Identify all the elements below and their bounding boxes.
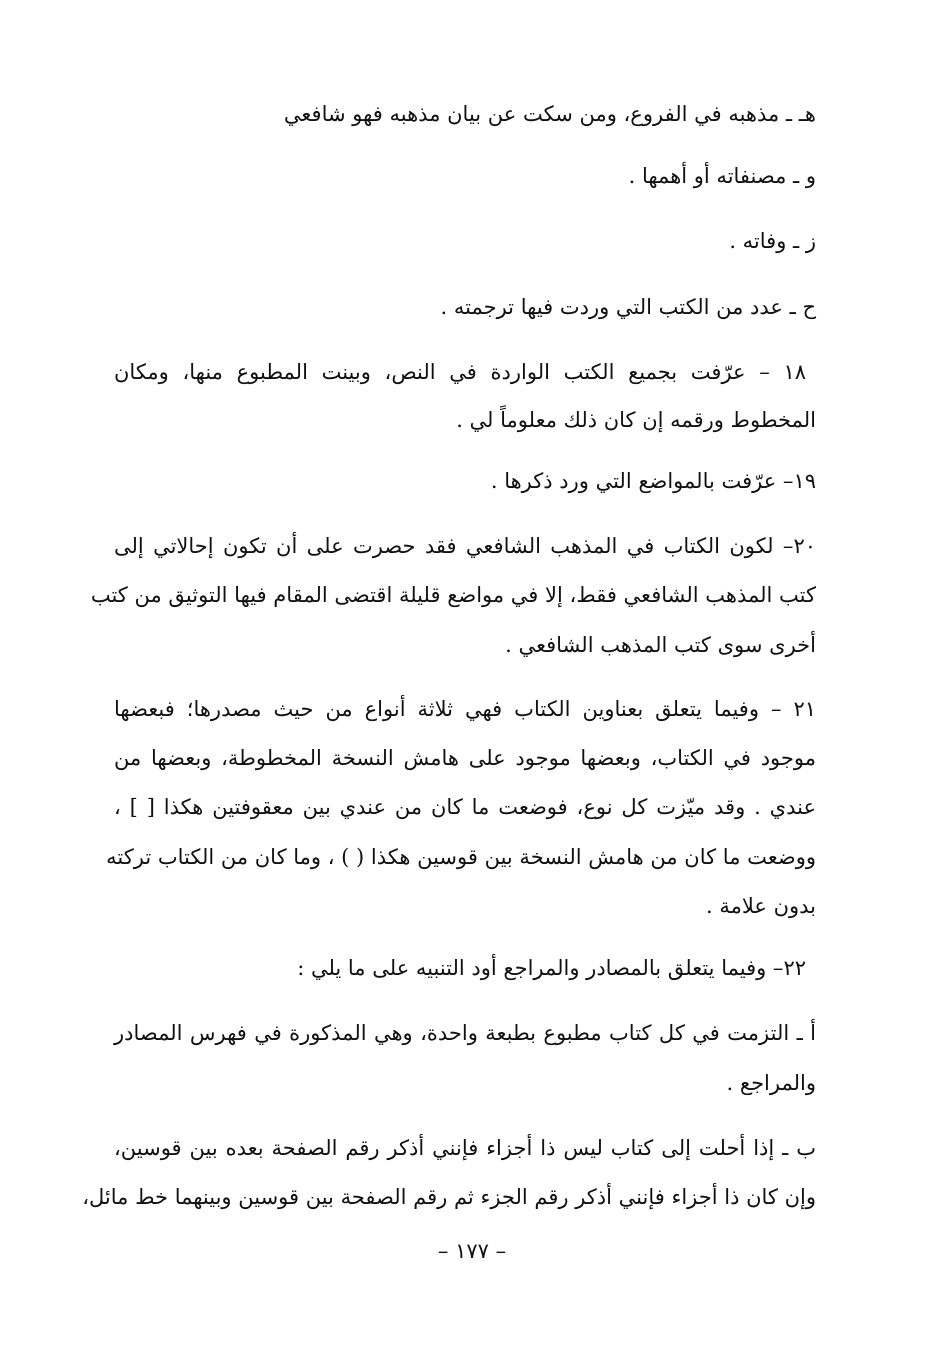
text-line: ١٩– عرّفت بالمواضع التي ورد ذكرها . <box>490 469 816 493</box>
text-line: المخطوط ورقمه إن كان ذلك معلوماً لي . <box>456 408 816 432</box>
text-line: ز ـ وفاته . <box>729 229 816 253</box>
text-line: والمراجع . <box>726 1071 816 1095</box>
text-line: ح ـ عدد من الكتب التي وردت فيها ترجمته . <box>440 295 816 319</box>
text-line: ووضعت ما كان من هامش النسخة بين قوسين هكذا ( ) ، وما كان من الكتاب تركته <box>106 845 816 869</box>
text-line: موجود في الكتاب، وبعضها موجود على هامش النسخة المخطوطة، وبعضها من <box>114 746 816 770</box>
text-line: ٢١ – وفيما يتعلق بعناوين الكتاب فهي ثلاثة أنواع من حيث مصدرها؛ فبعضها <box>114 697 816 721</box>
text-line: أخرى سوى كتب المذهب الشافعي . <box>505 633 816 657</box>
text-line: وإن كان ذا أجزاء فإنني أذكر رقم الجزء ثم رقم الصفحة بين قوسين وبينهما خط مائل، <box>82 1185 816 1209</box>
text-line: عندي . وقد ميّزت كل نوع، فوضعت ما كان من عندي بين معقوفتين هكذا [ ] ، <box>114 795 816 819</box>
text-line: هـ ـ مذهبه في الفروع، ومن سكت عن بيان مذهبه فهو شافعي <box>283 102 816 126</box>
text-line: ٢٢– وفيما يتعلق بالمصادر والمراجع أود التنبيه على ما يلي : <box>297 956 806 980</box>
page-number: – ١٧٧ – <box>437 1239 507 1263</box>
text-line: ٢٠– لكون الكتاب في المذهب الشافعي فقد حصرت على أن تكون إحالاتي إلى <box>114 534 816 558</box>
text-line: أ ـ التزمت في كل كتاب مطبوع بطبعة واحدة، وهي المذكورة في فهرس المصادر <box>114 1021 816 1045</box>
text-line: بدون علامة . <box>705 894 816 918</box>
text-line: و ـ مصنفاته أو أهمها . <box>628 164 816 188</box>
text-line: ب ـ إذا أحلت إلى كتاب ليس ذا أجزاء فإنني أذكر رقم الصفحة بعده بين قوسين، <box>114 1136 816 1160</box>
text-line: ١٨ – عرّفت بجميع الكتب الواردة في النص، وبينت المطبوع منها، ومكان <box>114 360 806 384</box>
text-line: كتب المذهب الشافعي فقط، إلا في مواضع قليلة اقتضى المقام فيها التوثيق من كتب <box>90 583 816 607</box>
